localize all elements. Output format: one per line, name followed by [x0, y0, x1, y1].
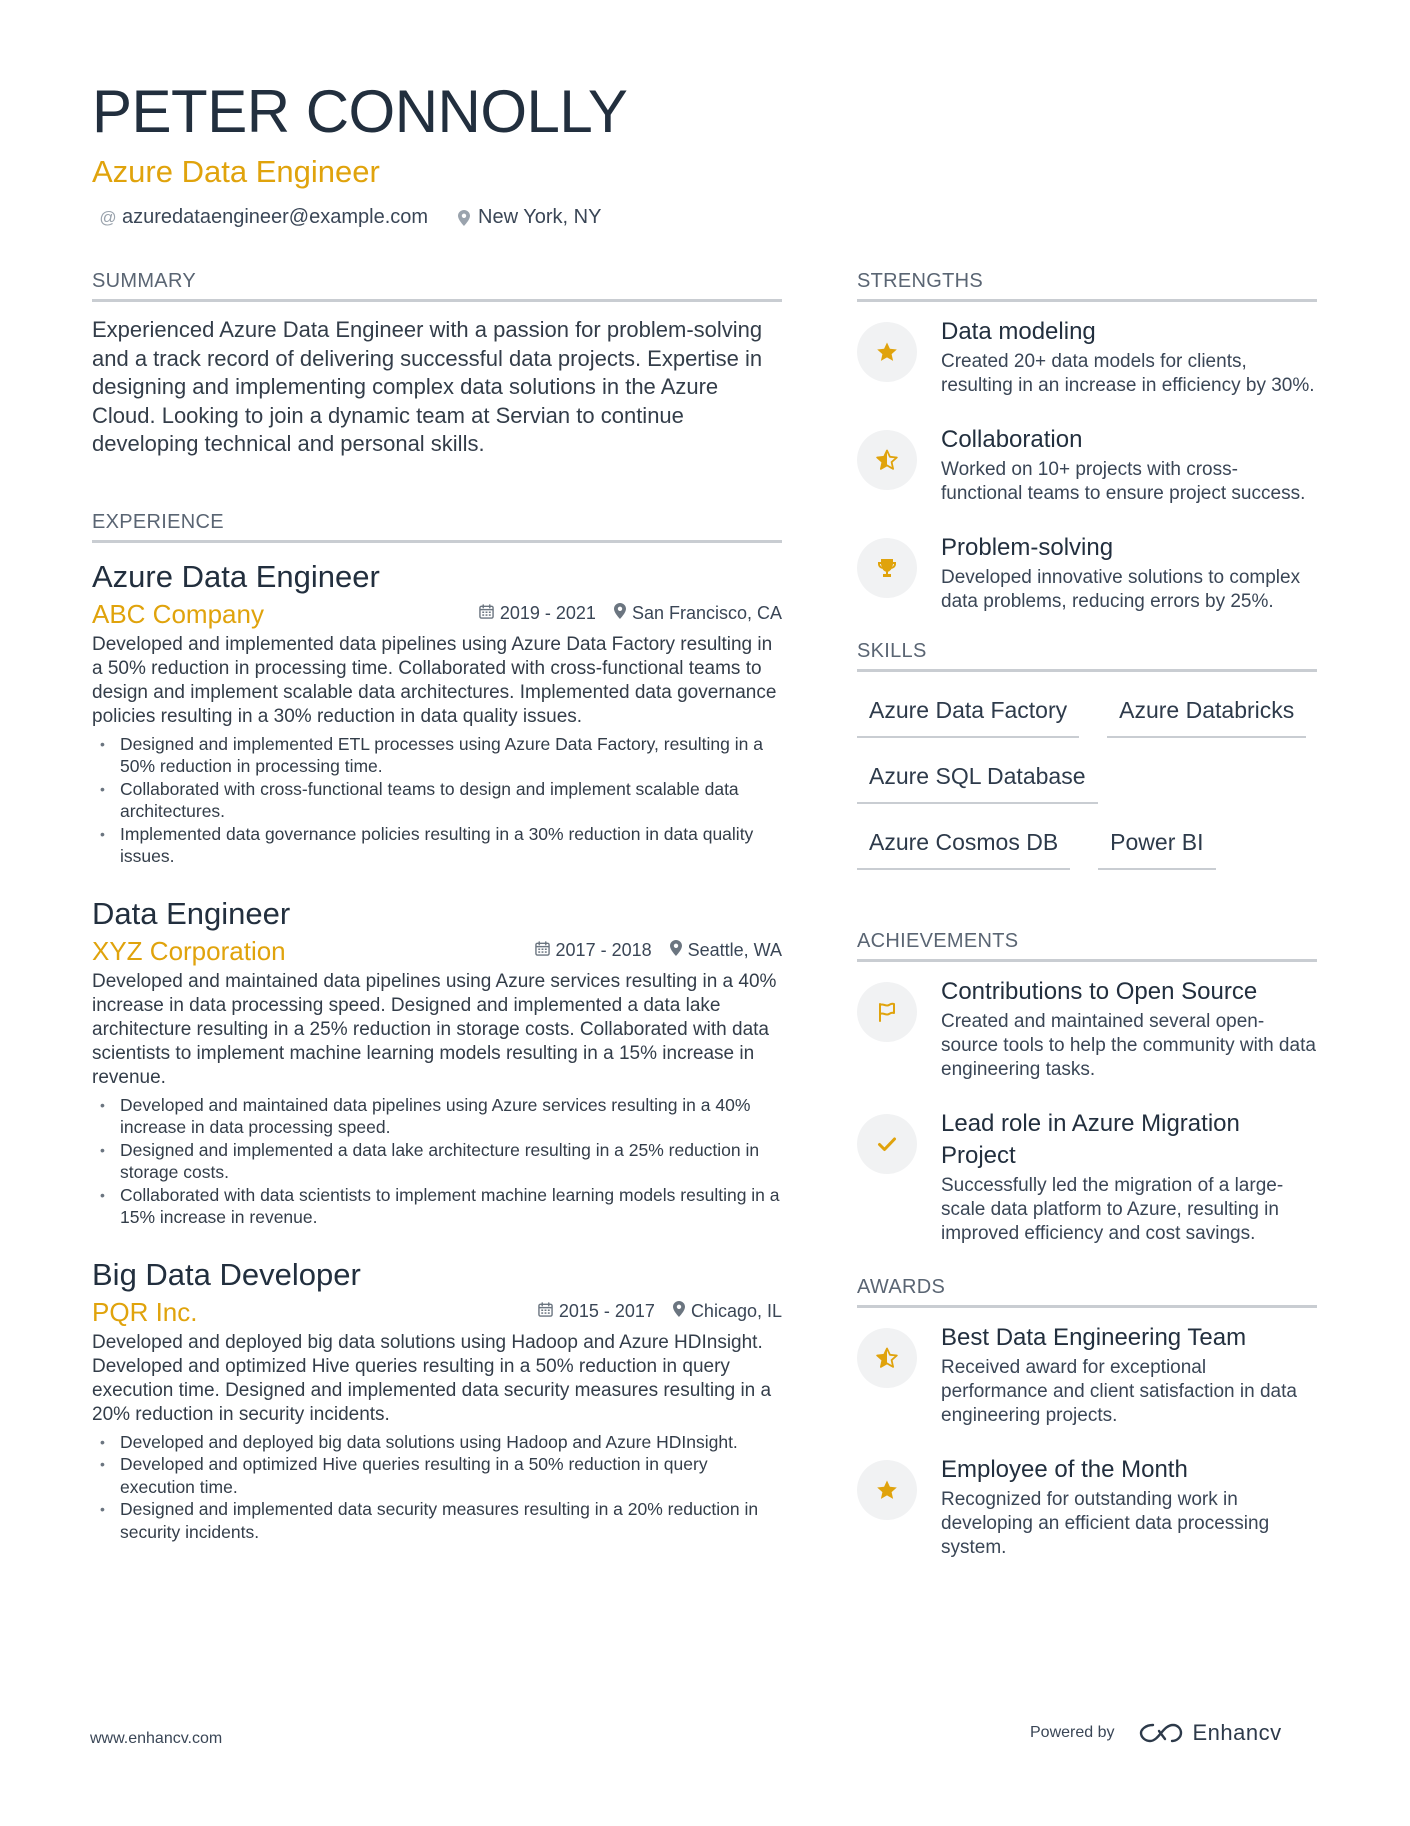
item-title: Lead role in Azure Migration Project — [941, 1110, 1240, 1169]
trophy-icon — [857, 538, 917, 598]
item-body — [941, 316, 1317, 398]
item-description: Recognized for outstanding work in developing an efficient data processing system. — [941, 1489, 1270, 1558]
job-bullet: • Implemented data governance policies resulting in a 30% reduction in data quality issues. — [92, 823, 782, 868]
job-description: Developed and maintained data pipelines using Azure services resulting in a 40% increase in data processing speed. Designed and implemented a data lake architecture resulting in a 25% reduction in storage costs. Collaborated with data scientists to implement machine learning models resulting in a 15% increase in revenue. — [92, 970, 777, 1088]
awards-heading: AWARDS — [857, 1276, 1317, 1308]
achievements-heading: ACHIEVEMENTS — [857, 930, 1317, 962]
job-bullet: • Collaborated with cross-functional teams to design and implement scalable data architectures. — [92, 778, 782, 823]
skills-list — [857, 686, 1317, 870]
enhancv-brand-text: Enhancv — [1192, 1720, 1282, 1745]
job-meta — [535, 940, 782, 961]
item-title: Problem-solving — [941, 534, 1114, 561]
job-bullet: • Designed and implemented data security measures resulting in a 20% reduction in security incidents. — [92, 1498, 782, 1543]
job-location-text: San Francisco, CA — [631, 603, 782, 623]
contact-email[interactable] — [100, 206, 428, 229]
item-body — [941, 1322, 1317, 1428]
item-title: Best Data Engineering Team — [941, 1324, 1247, 1351]
job-dates — [535, 940, 652, 961]
half-star-icon — [857, 1328, 917, 1388]
resume-header — [92, 72, 1322, 229]
job-entry — [92, 894, 782, 1229]
item-body — [941, 1454, 1317, 1560]
job-title: Big Data Developer — [92, 1256, 361, 1292]
star-icon — [857, 322, 917, 382]
item-title: Data modeling — [941, 318, 1096, 345]
skill-tag: Power BI — [1098, 818, 1215, 870]
item-description: Created 20+ data models for clients, resulting in an increase in efficiency by 30%. — [941, 351, 1315, 396]
job-dates-text: 2017 - 2018 — [555, 940, 652, 960]
left-column — [92, 270, 782, 1543]
item-body — [941, 1108, 1317, 1246]
job-meta-row — [92, 934, 782, 968]
email-text: azuredataengineer@example.com — [122, 206, 429, 228]
job-dates-text: 2019 - 2021 — [499, 603, 596, 623]
job-meta-row — [92, 597, 782, 631]
location-pin-icon — [670, 940, 682, 961]
job-company: XYZ Corporation — [92, 935, 286, 966]
list-item — [857, 976, 1317, 1082]
list-item — [857, 1322, 1317, 1428]
job-description: Developed and deployed big data solutions using Hadoop and Azure HDInsight. Developed and optimized Hive queries resulting in a 50% reduction in query execution time. Designed and implemented data security measures resulting in a 20% reduction in security incidents. — [92, 1331, 772, 1425]
awards-list — [857, 1322, 1317, 1560]
job-location-text: Seattle, WA — [687, 940, 782, 960]
awards-section — [857, 1276, 1317, 1560]
job-dates — [538, 1301, 655, 1322]
summary-text: Experienced Azure Data Engineer with a passion for problem-solving and a track record of delivering successful data projects. Expertise in designing and implementing complex data solutions in the Azure Cloud. Looking to join a dynamic team at Servian to continue developing technical and personal skills. — [92, 317, 763, 456]
skill-tag: Azure SQL Database — [857, 752, 1098, 804]
skill-tag: Azure Cosmos DB — [857, 818, 1070, 870]
job-company: ABC Company — [92, 598, 264, 629]
item-body — [941, 424, 1317, 506]
job-location-text: Chicago, IL — [690, 1301, 782, 1321]
calendar-icon — [538, 1302, 553, 1322]
calendar-icon — [479, 604, 494, 624]
job-bullet: • Collaborated with data scientists to implement machine learning models resulting in a 15% increase in revenue. — [92, 1184, 782, 1229]
enhancv-logo[interactable] — [1137, 1720, 1282, 1746]
achievements-list — [857, 976, 1317, 1246]
item-description: Worked on 10+ projects with cross-functional teams to ensure project success. — [941, 459, 1306, 504]
calendar-icon — [535, 941, 550, 961]
strengths-section — [857, 270, 1317, 614]
experience-section — [92, 511, 782, 1544]
half-star-icon — [857, 430, 917, 490]
item-description: Successfully led the migration of a large-scale data platform to Azure, resulting in improved efficiency and cost savings. — [941, 1175, 1284, 1244]
job-list — [92, 557, 782, 1544]
job-bullets — [92, 1431, 782, 1544]
list-item — [857, 424, 1317, 506]
job-meta — [538, 1301, 782, 1322]
job-title: Data Engineer — [92, 895, 291, 931]
summary-heading: SUMMARY — [92, 270, 782, 302]
location-text: New York, NY — [478, 206, 602, 228]
contact-row — [92, 206, 1322, 229]
footer-powered — [1030, 1720, 1282, 1746]
job-bullets — [92, 733, 782, 868]
right-column — [857, 270, 1317, 1586]
job-dates — [479, 603, 596, 624]
job-location — [614, 603, 782, 624]
job-meta — [479, 603, 782, 624]
job-entry — [92, 1255, 782, 1544]
job-meta-row — [92, 1295, 782, 1329]
skills-section — [857, 640, 1317, 870]
job-bullet: • Developed and optimized Hive queries resulting in a 50% reduction in query execution time. — [92, 1453, 782, 1498]
job-description: Developed and implemented data pipelines using Azure Data Factory resulting in a 50% reduction in processing time. Collaborated with cross-functional teams to design and implement scalable data architectures. Implemented data governance policies resulting in a 30% reduction in data quality issues. — [92, 633, 777, 727]
list-item — [857, 1454, 1317, 1560]
item-body — [941, 532, 1317, 614]
strengths-heading: STRENGTHS — [857, 270, 1317, 302]
enhancv-logo-icon — [1137, 1721, 1185, 1745]
item-description: Received award for exceptional performance and client satisfaction in data engineering projects. — [941, 1357, 1297, 1426]
job-bullet: • Developed and maintained data pipelines using Azure services resulting in a 40% increase in data processing speed. — [92, 1094, 782, 1139]
powered-by-label: Powered by — [1030, 1724, 1115, 1741]
job-dates-text: 2015 - 2017 — [558, 1301, 655, 1321]
experience-heading: EXPERIENCE — [92, 511, 782, 543]
job-entry — [92, 557, 782, 868]
skill-tag: Azure Databricks — [1107, 686, 1306, 738]
item-title: Contributions to Open Source — [941, 978, 1258, 1005]
candidate-role: Azure Data Engineer — [92, 154, 380, 189]
achievements-section — [857, 930, 1317, 1246]
item-title: Employee of the Month — [941, 1456, 1188, 1483]
list-item — [857, 1108, 1317, 1246]
check-icon — [857, 1114, 917, 1174]
list-item — [857, 532, 1317, 614]
job-title: Azure Data Engineer — [92, 558, 380, 594]
item-description: Developed innovative solutions to complex data problems, reducing errors by 25%. — [941, 567, 1301, 612]
at-icon: @ — [99, 207, 117, 227]
job-company: PQR Inc. — [92, 1296, 198, 1327]
skill-tag: Azure Data Factory — [857, 686, 1079, 738]
location-pin-icon — [614, 603, 626, 624]
item-description: Created and maintained several open-source tools to help the community with data engineering tasks. — [941, 1011, 1316, 1080]
job-bullet: • Designed and implemented ETL processes using Azure Data Factory, resulting in a 50% reduction in processing time. — [92, 733, 782, 778]
location-pin-icon — [456, 210, 472, 226]
location-pin-icon — [673, 1301, 685, 1322]
job-bullet: • Designed and implemented a data lake architecture resulting in a 25% reduction in storage costs. — [92, 1139, 782, 1184]
item-body — [941, 976, 1317, 1082]
job-bullets — [92, 1094, 782, 1229]
strengths-list — [857, 316, 1317, 614]
star-icon — [857, 1460, 917, 1520]
contact-location — [456, 206, 601, 229]
job-location — [670, 940, 782, 961]
item-title: Collaboration — [941, 426, 1083, 453]
job-location — [673, 1301, 782, 1322]
footer-website[interactable]: www.enhancv.com — [90, 1730, 223, 1747]
job-bullet: • Developed and deployed big data solutions using Hadoop and Azure HDInsight. — [92, 1431, 782, 1454]
candidate-name: PETER CONNOLLY — [92, 78, 628, 145]
list-item — [857, 316, 1317, 398]
flag-icon — [857, 982, 917, 1042]
skills-heading: SKILLS — [857, 640, 1317, 672]
summary-section — [92, 270, 782, 459]
